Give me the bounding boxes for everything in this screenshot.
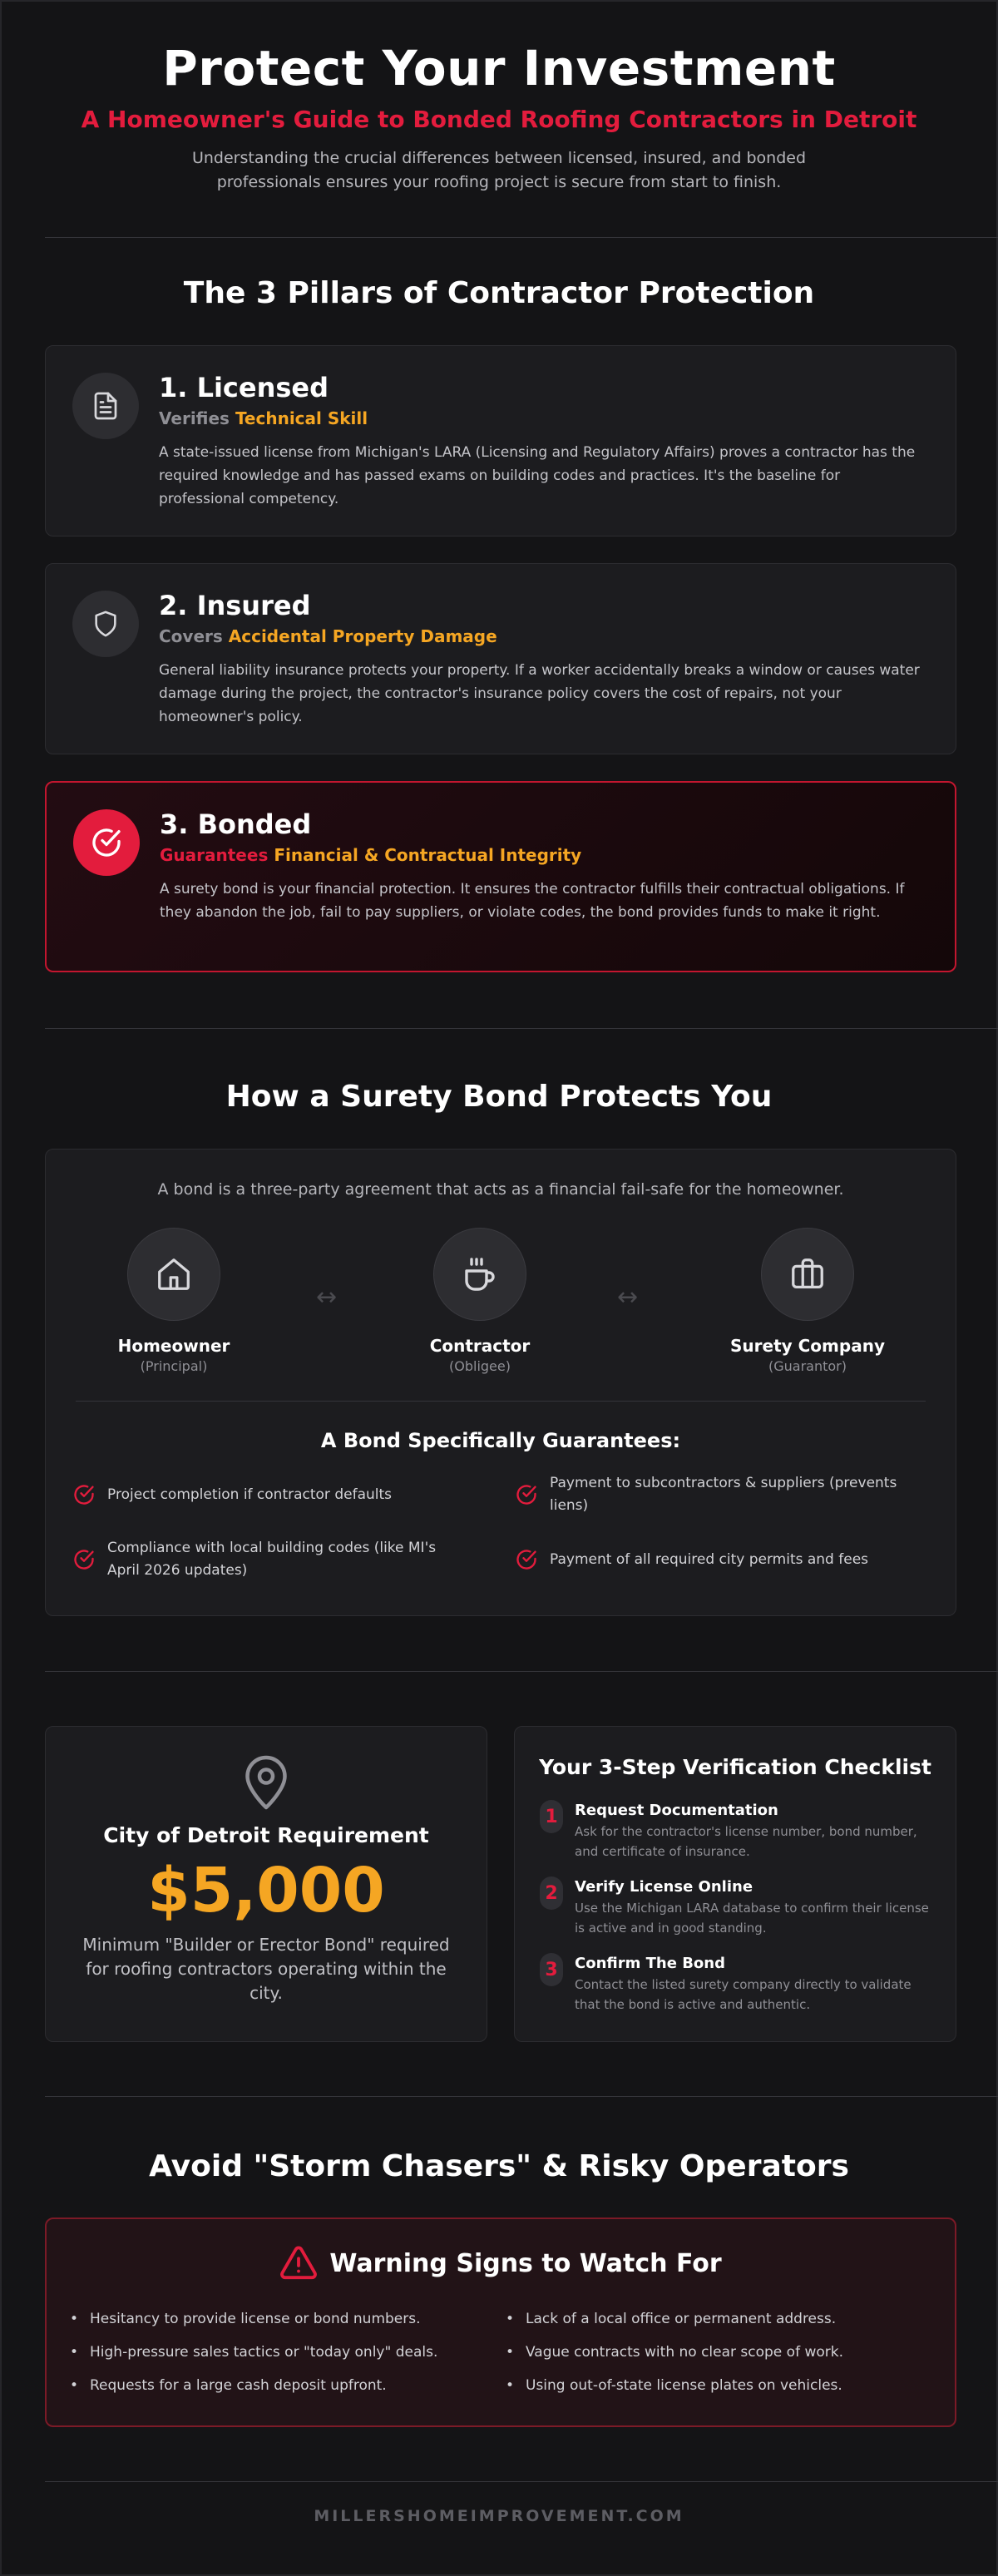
- checklist-step: [540, 1876, 931, 1938]
- checklist-step: [540, 1800, 931, 1862]
- check-icon: [515, 1483, 538, 1506]
- checklist-title: Your 3-Step Verification Checklist: [539, 1755, 931, 1779]
- coffee-cup-icon: [433, 1228, 526, 1321]
- step-description: Contact the listed surety company directly to validate that the bond is active and authentic.: [575, 1977, 912, 2012]
- step-number: 3: [540, 1953, 563, 1986]
- party-name: Surety Company: [730, 1336, 885, 1356]
- step-title: Confirm The Bond: [575, 1955, 725, 1972]
- divider: [45, 2481, 998, 2482]
- warning-item: • Hesitancy to provide license or bond numbers.: [67, 2302, 482, 2336]
- check-icon: [72, 1548, 96, 1571]
- pillar-title: 3. Bonded: [160, 808, 312, 840]
- warning-header: [47, 2246, 955, 2281]
- party-surety-company: [708, 1228, 907, 1376]
- step-number: 1: [540, 1800, 563, 1833]
- step-title: Request Documentation: [575, 1802, 778, 1819]
- pillar-text: A surety bond is your financial protection. It ensures the contractor fulfills their contractual obligations. If they abandon the job, fail to pay suppliers, or violate codes, the bond provides funds to make it right.: [160, 881, 905, 921]
- page-title: Protect Your Investment: [162, 40, 836, 96]
- divider: [45, 237, 998, 238]
- bond-amount: $5,000: [147, 1855, 385, 1926]
- warning-item: • High-pressure sales tactics or "today only" deals.: [67, 2336, 482, 2369]
- guarantee-item: Project completion if contractor defaults: [72, 1483, 455, 1506]
- hero-description: Understanding the crucial differences between licensed, insured, and bonded professionals ensures your roofing project is secure from start to finish.: [191, 149, 807, 191]
- arrow-icon: ↔: [316, 1283, 338, 1312]
- guarantees-title: A Bond Specifically Guarantees:: [320, 1429, 681, 1452]
- surety-card: [45, 1149, 956, 1616]
- footer-website: MILLERSHOMEIMPROVEMENT.COM: [314, 2507, 684, 2525]
- divider: [45, 1028, 998, 1029]
- step-title: Verify License Online: [575, 1878, 753, 1896]
- warning-item: • Vague contracts with no clear scope of work.: [502, 2336, 918, 2369]
- pillar-bonded: [45, 781, 956, 972]
- arrow-icon: ↔: [617, 1283, 639, 1312]
- warning-list-left: [67, 2302, 482, 2402]
- pillar-title: 1. Licensed: [159, 372, 329, 403]
- pillar-tagline: Verifies Technical Skill: [159, 408, 368, 428]
- party-name: Contractor: [429, 1336, 531, 1356]
- pillar-text: A state-issued license from Michigan's LARA (Licensing and Regulatory Affairs) proves a contractor has the required knowledge and has passed exams on building codes and practices. It's the baseline for professional competency.: [159, 444, 916, 507]
- divider: [45, 2096, 998, 2097]
- warning-item: • Using out-of-state license plates on vehicles.: [502, 2369, 918, 2402]
- party-role: (Obligee): [449, 1358, 511, 1374]
- pillar-text: General liability insurance protects your property. If a worker accidentally breaks a window or causes water damage during the project, the contractor's insurance policy covers the cost of repairs, not your homeowner's policy.: [159, 662, 920, 725]
- check-icon: [515, 1548, 538, 1571]
- pillar-licensed: [45, 345, 956, 536]
- home-icon: [127, 1228, 220, 1321]
- divider: [76, 1401, 926, 1402]
- shield-icon: [72, 591, 139, 657]
- verification-checklist-card: [514, 1726, 956, 2042]
- divider: [45, 1671, 998, 1672]
- warning-item: • Requests for a large cash deposit upfront.: [67, 2369, 482, 2402]
- check-icon: [72, 1483, 96, 1506]
- hero: [45, 2, 953, 195]
- guarantee-item: Payment to subcontractors & suppliers (prevents liens): [515, 1472, 897, 1517]
- map-pin-icon: [241, 1753, 291, 1812]
- pillar-title: 2. Insured: [159, 590, 311, 621]
- party-role: (Guarantor): [768, 1358, 847, 1374]
- party-contractor: [380, 1228, 580, 1376]
- surety-title: How a Surety Bond Protects You: [225, 1080, 773, 1114]
- requirement-title: City of Detroit Requirement: [103, 1823, 429, 1847]
- warning-triangle-icon: [279, 2246, 318, 2281]
- step-number: 2: [540, 1876, 563, 1910]
- warning-list-right: [502, 2302, 918, 2402]
- check-circle-icon: [73, 809, 140, 876]
- detroit-requirement-card: [45, 1726, 487, 2042]
- briefcase-icon: [761, 1228, 854, 1321]
- pillar-tagline: Guarantees Financial & Contractual Integrity: [160, 845, 582, 865]
- requirement-description: Minimum "Builder or Erector Bond" required for roofing contractors operating within the city.: [82, 1935, 450, 2003]
- pillars-title: The 3 Pillars of Contractor Protection: [183, 276, 815, 310]
- party-homeowner: [74, 1228, 274, 1376]
- warnings-title: Avoid "Storm Chasers" & Risky Operators: [149, 2149, 849, 2183]
- pillar-insured: [45, 563, 956, 754]
- warning-signs-card: [45, 2218, 956, 2427]
- warning-card-title: Warning Signs to Watch For: [329, 2248, 722, 2278]
- party-role: (Principal): [140, 1358, 208, 1374]
- page-subtitle: A Homeowner's Guide to Bonded Roofing Contractors in Detroit: [81, 106, 917, 133]
- document-icon: [72, 373, 139, 439]
- pillar-tagline: Covers Accidental Property Damage: [159, 626, 497, 646]
- party-name: Homeowner: [117, 1336, 230, 1356]
- step-description: Ask for the contractor's license number, bond number, and certificate of insurance.: [575, 1824, 917, 1859]
- step-description: Use the Michigan LARA database to confirm their license is active and in good standing.: [575, 1901, 929, 1936]
- guarantee-item: Payment of all required city permits and fees: [515, 1548, 897, 1571]
- surety-intro: A bond is a three-party agreement that acts as a financial fail-safe for the homeowner.: [157, 1180, 844, 1199]
- warning-item: • Lack of a local office or permanent address.: [502, 2302, 918, 2336]
- checklist-step: [540, 1953, 931, 2015]
- guarantee-item: Compliance with local building codes (like MI's April 2026 updates): [72, 1537, 455, 1582]
